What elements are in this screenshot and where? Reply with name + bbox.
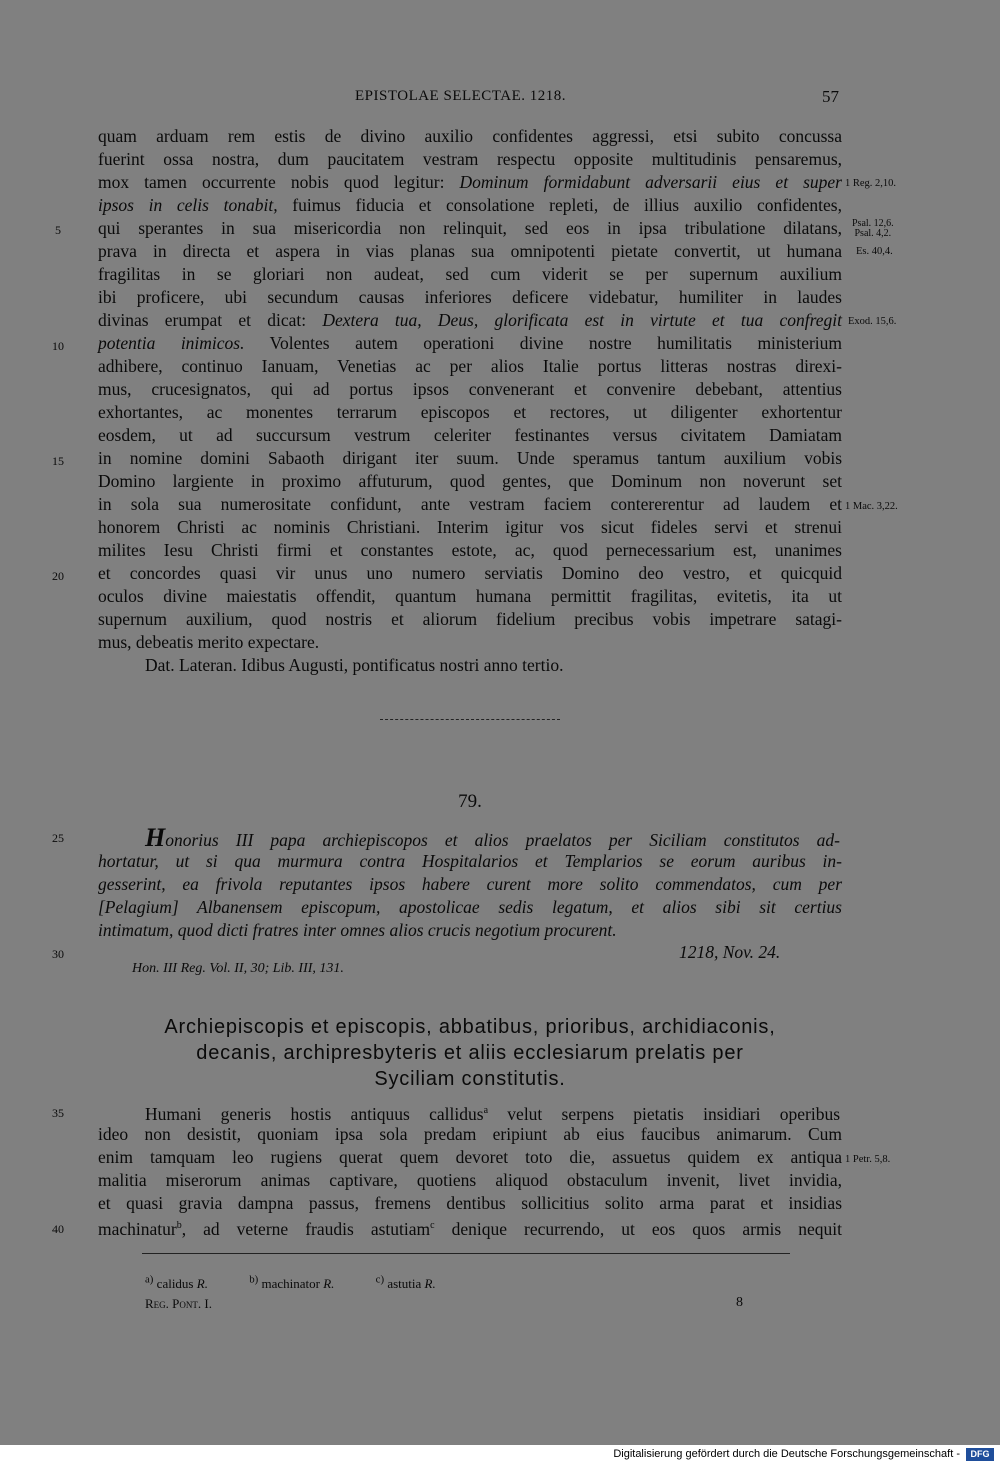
body-line: Domino largiente in proximo affuturum, quod gentes, que Dominum non noverunt set xyxy=(98,471,842,491)
body-line: honorem Christi ac nominis Christiani. Interim igitur vos sicut fideles servi et strenui xyxy=(98,517,842,537)
summary-line: [Pelagium] Albanensem episcopum, apostolicae sedis legatum, et alios sibi sit certius xyxy=(98,897,842,917)
body-line: oculos divine maiestatis offendit, quantum humana permittit fragilitas, evitetis, ita ut xyxy=(98,586,842,606)
margin-reference: 1 Mac. 3,22. xyxy=(845,501,898,512)
body-line: eosdem, ut ad succursum vestrum celeriter festinantes versus civitatem Damiatam xyxy=(98,425,842,445)
line-number: 10 xyxy=(52,339,64,353)
margin-reference-stack xyxy=(852,219,894,239)
scripture-quote: ipsos in celis tonabit, xyxy=(98,195,278,215)
body-line xyxy=(98,332,842,354)
line-number: 25 xyxy=(52,831,64,845)
letter-text: velut serpens pietatis insidiari operibus xyxy=(507,1103,841,1124)
body-line: quam arduam rem estis de divino auxilio confidentes aggressi, etsi subito concussa xyxy=(98,126,842,146)
summary-text: onorius III papa archiepiscopos et alios praelatos per Siciliam constitutos ad- xyxy=(165,830,840,850)
line-number: 40 xyxy=(52,1222,64,1236)
body-line: adhibere, continuo Ianuam, Venetias ac per alios Italie portus litteras nostras direxi- xyxy=(98,356,842,376)
line-number: 20 xyxy=(52,569,64,583)
margin-reference: Exod. 15,6. xyxy=(848,316,897,327)
dfg-logo-icon: DFG xyxy=(966,1448,994,1461)
body-line: milites Iesu Christi firmi et constantes estote, ac, quod pernecessarium est, unanimes xyxy=(98,540,842,560)
body-line: exhortantes, ac monentes terrarum episcopos et rectores, ut diligenter exhortentur xyxy=(98,402,842,422)
signature-number: 8 xyxy=(736,1295,743,1310)
document-number: 79. xyxy=(458,791,482,812)
body-line: prava in directa et aspera in vias planas sua omnipotenti pietate convertit, ut humana xyxy=(98,241,842,261)
section-divider xyxy=(380,719,560,720)
source-reference: Hon. III Reg. Vol. II, 30; Lib. III, 131. xyxy=(132,961,344,976)
body-line: supernum auxilium, quod nostris et aliorum fidelium precibus vobis impetrare satagi- xyxy=(98,609,842,629)
summary-line: intimatum, quod dicti fratres inter omnes alios crucis negotium procurent. xyxy=(98,920,617,940)
body-text: mox tamen occurrente nobis quod legitur: xyxy=(98,172,445,192)
line-number: 5 xyxy=(55,223,61,237)
body-line xyxy=(98,309,842,331)
initial-letter: H xyxy=(145,823,166,852)
body-line: mus, debeatis merito expectare. xyxy=(98,632,320,652)
line-number: 30 xyxy=(52,947,64,961)
body-line: in nomine domini Sabaoth dirigant iter suum. Unde speramus tantum auxilium vobis xyxy=(98,448,842,468)
body-line: fragilitas in se gloriari non audeat, sed cum viderit se per supernum auxilium xyxy=(98,264,842,284)
margin-reference: Es. 40,4. xyxy=(856,246,893,257)
letter-text: Humani generis hostis antiquus callidus xyxy=(145,1103,484,1124)
letter-line xyxy=(98,1215,842,1237)
letter-line: malitia miserorum animas captivare, quotiens aliquod obstaculum invenit, livet invidia, xyxy=(98,1170,842,1190)
running-title: EPISTOLAE SELECTAE. 1218. xyxy=(355,88,567,104)
dating-clause: Dat. Lateran. Idibus Augusti, pontificatus nostri anno tertio. xyxy=(145,655,564,675)
document-date: 1218, Nov. 24. xyxy=(679,942,781,962)
signature-mark: Reg. Pont. I. xyxy=(145,1296,212,1311)
body-line xyxy=(98,171,842,193)
footnotes xyxy=(145,1274,474,1292)
margin-reference: 1 Petr. 5,8. xyxy=(845,1154,891,1165)
scripture-quote: Dominum formidabunt adversarii eius et super xyxy=(459,172,842,192)
scripture-quote: Dextera tua, Deus, glorificata est in virtute et tua confregit xyxy=(322,310,842,330)
funding-credit: Digitalisierung gefördert durch die Deutsche Forschungsgemeinschaft - xyxy=(613,1448,960,1460)
footnote-rule xyxy=(142,1253,790,1254)
summary-line xyxy=(145,825,840,851)
body-line: et concordes quasi vir unus uno numero serviatis Domino deo vestro, et quicquid xyxy=(98,563,842,583)
summary-line: gesserint, ea frivola reputantes ipsos habere curent more solito commendatos, cum per xyxy=(98,874,842,894)
page-number: 57 xyxy=(822,87,839,106)
addressee-line: Syciliam constitutis. xyxy=(374,1068,566,1090)
note-mark: a xyxy=(483,1105,489,1116)
letter-line: enim tamquam leo rugiens querat quem devoret toto die, assuetus quidem ex antiqua xyxy=(98,1147,842,1167)
digitization-footer xyxy=(0,1445,1000,1465)
body-text: divinas erumpat et dicat: xyxy=(98,310,307,330)
body-line: in sola sua numerositate confidunt, ante vestram faciem contererentur ad laudem et xyxy=(98,494,842,514)
letter-text: , ad veterne fraudis astutiam xyxy=(181,1218,431,1239)
margin-reference: Psal. 4,2. xyxy=(854,228,892,239)
body-text: fuimus fiducia et consolatione repleti, de illius auxilio confidentes, xyxy=(292,195,842,215)
body-line xyxy=(98,194,842,216)
letter-line xyxy=(145,1100,840,1122)
letter-line: ideo non desistit, quoniam ipsa sola predam eripiunt ab eius faucibus animarum. Cum xyxy=(98,1124,842,1144)
letter-text: denique recurrendo, ut eos quos armis nequit xyxy=(451,1218,842,1239)
footnote: $^{b)}$ machinator R. xyxy=(249,1274,335,1292)
body-line: fuerint ossa nostra, dum paucitatem vestram respectu opposite multitudinis pensaremus, xyxy=(98,149,842,169)
addressee-line: Archiepiscopis et episcopis, abbatibus, prioribus, archidiaconis, xyxy=(164,1016,776,1038)
addressee-line: decanis, archipresbyteris et aliis ecclesiarum prelatis per xyxy=(196,1042,744,1064)
footnote: $^{a)}$ calidus R. xyxy=(145,1274,208,1292)
body-line: mus, crucesignatos, qui ad portus ipsos convenerant et convenire debebant, attentius xyxy=(98,379,842,399)
body-text: Volentes autem operationi divine nostre humilitatis ministerium xyxy=(269,333,843,353)
body-line: qui sperantes in sua misericordia non relinquit, sed eos in ipsa tribulatione dilatans, xyxy=(98,218,842,238)
footnote: $^{c)}$ astutia R. xyxy=(375,1274,436,1292)
summary-line: hortatur, ut si qua murmura contra Hospitalarios et Templarios se eorum auribus in- xyxy=(98,851,842,871)
note-mark: c xyxy=(430,1220,435,1231)
letter-line: et quasi gravia dampna passus, fremens dentibus sollicitius solito arma parat et insidias xyxy=(98,1193,842,1213)
line-number: 35 xyxy=(52,1106,64,1120)
body-line: ibi proficere, ubi secundum causas inferiores deficere videbatur, humiliter in laudes xyxy=(98,287,842,307)
margin-reference: 1 Reg. 2,10. xyxy=(845,178,897,189)
scripture-quote: potentia inimicos. xyxy=(98,333,245,353)
note-mark: b xyxy=(176,1220,182,1231)
letter-text: machinatur xyxy=(98,1218,177,1239)
line-number: 15 xyxy=(52,454,64,468)
margin-reference: Psal. 12,6. xyxy=(852,218,894,229)
